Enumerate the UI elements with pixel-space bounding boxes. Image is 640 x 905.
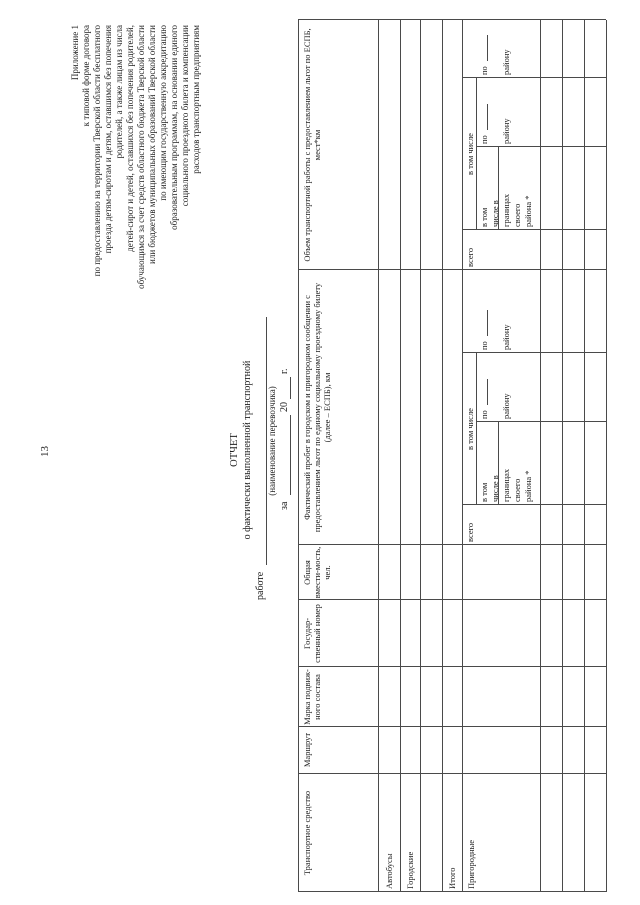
report-period-year: 20 bbox=[279, 402, 290, 412]
page-number: 13 bbox=[39, 446, 51, 457]
mileage-within-4: своего bbox=[512, 478, 522, 502]
annex-line: детей-сирот и детей, оставшихся без попечения родителей, bbox=[125, 25, 135, 252]
report-period-g: г. bbox=[279, 368, 290, 374]
annex-line: по имеющим государственную аккредитацию bbox=[158, 25, 168, 201]
annex-line: Приложение 1 bbox=[70, 25, 80, 81]
annex-line: родителей, а также лицам из числа bbox=[114, 25, 124, 159]
mileage-by-2-district: району bbox=[501, 324, 511, 350]
volume-within-3: границах bbox=[501, 193, 511, 227]
report-subtitle: о фактически выполненной транспортной bbox=[242, 360, 253, 540]
annex-line: к типовой форме договора bbox=[81, 25, 91, 127]
col-header-volume: Объем транспортной работы с предоставлением льгот по ЕСПБ, мест*км bbox=[302, 28, 322, 262]
report-period-for: за bbox=[279, 501, 290, 510]
col-header-mileage: Фактический пробег в городском и пригородном сообщении с предоставлением льгот по единому социальному проездному билету (далее – ЕСПБ), км bbox=[302, 282, 332, 533]
annex-line: обучающимся за счет средств областного бюджета Тверской области bbox=[136, 25, 146, 289]
year-blank bbox=[290, 377, 291, 399]
volume-by-2-label: по bbox=[479, 66, 489, 75]
mileage-by-2-label: по bbox=[479, 341, 489, 350]
annex-line: образовательным программам, на основании единого bbox=[169, 25, 179, 230]
mileage-total: всего bbox=[465, 522, 475, 542]
mileage-by-1-district: району bbox=[501, 393, 511, 419]
annex-line: расходов транспортным предприятиям bbox=[191, 25, 201, 174]
annex-line: по предоставлению на территории Тверской области бесплатного bbox=[92, 25, 102, 277]
report-title: ОТЧЕТ bbox=[229, 433, 240, 467]
col-header-vehicle: Транспортное средство bbox=[302, 790, 312, 876]
volume-within-1: в том bbox=[479, 207, 489, 227]
mileage-by-1-label: по bbox=[479, 410, 489, 419]
volume-within-4: своего bbox=[512, 203, 522, 227]
mileage-within-2: числе в bbox=[490, 475, 500, 502]
mileage-within-1: в том bbox=[479, 482, 489, 502]
annex-line: проезда детям-сиротам и детям, оставшимся без попечения bbox=[103, 25, 113, 254]
mileage-within-5: района * bbox=[523, 470, 533, 502]
row-label-urban: Городские bbox=[405, 851, 415, 889]
volume-including: в том числе bbox=[465, 133, 475, 175]
col-header-state-number: Государ-ственный номер bbox=[302, 604, 322, 663]
col-header-stock-make: Марка подвиж-ного состава bbox=[302, 669, 322, 725]
col-header-capacity: Общая вмести-мость, чел. bbox=[302, 546, 332, 599]
volume-by-1-label: по bbox=[479, 135, 489, 144]
report-work-label: работе bbox=[255, 571, 266, 600]
volume-by-2-district: району bbox=[501, 49, 511, 75]
row-label-suburban: Пригородные bbox=[466, 839, 476, 889]
annex-line: социального проездного билета и компенсации bbox=[180, 25, 190, 207]
annex-line: или бюджетов муниципальных образований Тверской области bbox=[147, 25, 157, 264]
row-label-buses: Автобусы bbox=[384, 853, 394, 889]
volume-within-2: числе в bbox=[490, 200, 500, 227]
period-blank bbox=[290, 415, 291, 495]
volume-by-1-district: району bbox=[501, 118, 511, 144]
volume-total: всего bbox=[465, 247, 475, 267]
col-header-route: Маршрут bbox=[302, 732, 312, 768]
mileage-within-3: границах bbox=[501, 468, 511, 502]
row-label-total: Итого bbox=[447, 867, 457, 889]
volume-within-5: района * bbox=[523, 195, 533, 227]
mileage-including: в том числе bbox=[465, 408, 475, 450]
carrier-name-caption: (наименование перевозчика) bbox=[267, 386, 277, 496]
